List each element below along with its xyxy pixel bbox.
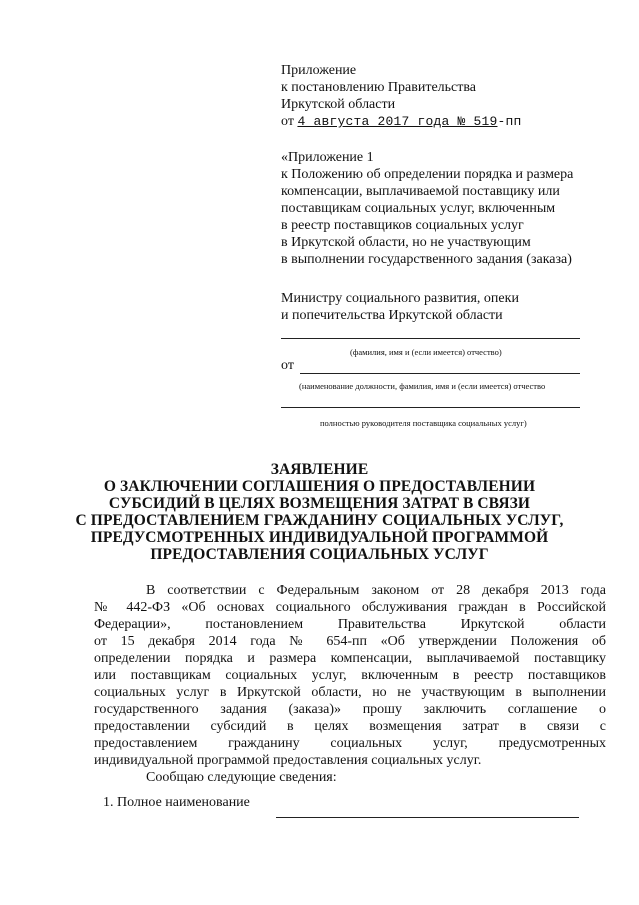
item-1-label: 1. Полное наименование: [103, 795, 250, 810]
appendix-line-7: в выполнении государственного задания (заказа): [281, 252, 572, 267]
body-line-8: государственного задания (заказа)» прошу заключить соглашение о: [94, 702, 606, 717]
body-paragraph: [94, 582, 606, 786]
date-prefix: от: [281, 114, 298, 129]
body-line-10: предоставлением гражданину социальных услуг, предусмотренных: [94, 736, 606, 751]
title-line-4: С ПРЕДОСТАВЛЕНИЕМ ГРАЖДАНИНУ СОЦИАЛЬНЫХ УСЛУГ,: [75, 512, 564, 529]
body-line-7: социальных услуг в Иркутской области, но не участвующим в выполнении: [94, 685, 606, 700]
header-date-line: [281, 113, 611, 130]
body-line-3: Федерации», постановлением Правительства Иркутской области: [94, 617, 606, 632]
position-blank-line: [281, 407, 580, 408]
addressee-line-1: Министру социального развития, опеки: [281, 291, 519, 306]
caption-position: (наименование должности, фамилия, имя и (если имеется) отчество: [299, 381, 546, 391]
body-line-5: определении порядка и размера компенсации, выплачиваемой поставщику: [94, 651, 606, 666]
body-line-6: или поставщикам социальных услуг, включенным в реестр поставщиков: [94, 668, 606, 683]
appendix-line-2: к Положению об определении порядка и размера: [281, 167, 574, 182]
header-block: [281, 62, 611, 130]
info-line: Сообщаю следующие сведения:: [146, 770, 337, 785]
header-line-3: Иркутской области: [281, 97, 396, 112]
title-line-6: ПРЕДОСТАВЛЕНИЯ СОЦИАЛЬНЫХ УСЛУГ: [150, 546, 489, 563]
name-blank-line: [281, 338, 580, 339]
title-line-1: ЗАЯВЛЕНИЕ: [270, 461, 369, 478]
title-line-5: ПРЕДУСМОТРЕННЫХ ИНДИВИДУАЛЬНОЙ ПРОГРАММОЙ: [90, 529, 549, 546]
body-line-9: предоставлении субсидий в целях возмещения затрат в связи с: [94, 719, 606, 734]
header-line-1: Приложение: [281, 63, 357, 78]
item-1-blank-line: [276, 817, 579, 818]
date-suffix: -пп: [497, 114, 522, 129]
body-line-2: № 442-ФЗ «Об основах социального обслуживания граждан в Российской: [94, 600, 606, 615]
document-title: [0, 461, 639, 563]
title-line-2: О ЗАКЛЮЧЕНИИ СОГЛАШЕНИЯ О ПРЕДОСТАВЛЕНИИ: [103, 478, 536, 495]
caption-head: полностью руководителя поставщика социальных услуг): [320, 418, 527, 428]
from-blank-line: [300, 373, 580, 374]
header-line-2: к постановлению Правительства: [281, 80, 477, 95]
appendix-line-6: в Иркутской области, но не участвующим: [281, 235, 531, 250]
date-value: 4 августа 2017 года № 519: [297, 114, 498, 129]
appendix-line-5: в реестр поставщиков социальных услуг: [281, 218, 524, 233]
appendix-block: [281, 149, 611, 268]
appendix-line-3: компенсации, выплачиваемой поставщику или: [281, 184, 560, 199]
title-line-3: СУБСИДИЙ В ЦЕЛЯХ ВОЗМЕЩЕНИЯ ЗАТРАТ В СВЯЗИ: [108, 495, 531, 512]
appendix-line-1: «Приложение 1: [281, 150, 374, 165]
appendix-line-4: поставщикам социальных услуг, включенным: [281, 201, 556, 216]
addressee-line-2: и попечительства Иркутской области: [281, 308, 503, 323]
from-label: от: [281, 358, 294, 373]
body-line-11: индивидуальной программой предоставления социальных услуг.: [94, 753, 482, 768]
body-line-4: от 15 декабря 2014 года № 654-пп «Об утверждении Положения об: [94, 634, 606, 649]
caption-name: (фамилия, имя и (если имеется) отчество): [350, 347, 502, 357]
body-line-1: В соответствии с Федеральным законом от 28 декабря 2013 года: [146, 583, 606, 598]
addressee-block: [281, 290, 611, 324]
